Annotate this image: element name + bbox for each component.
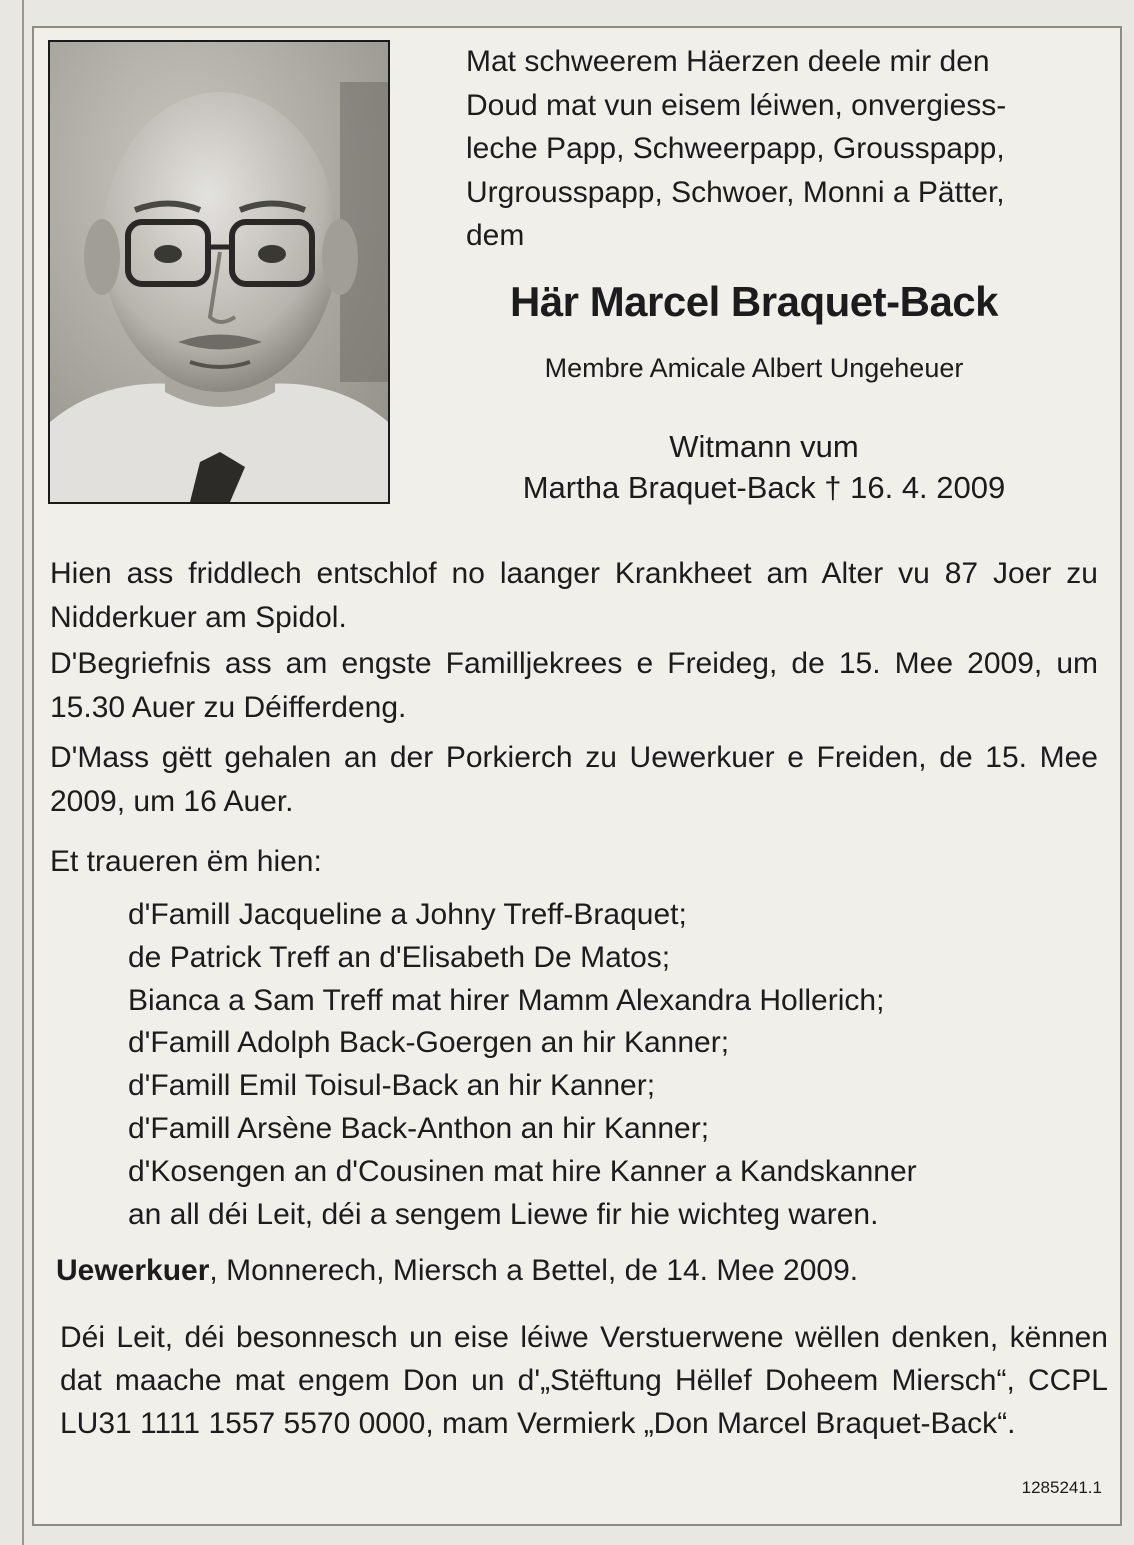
death-notice	[32, 26, 1122, 1526]
list-item: d'Famill Jacqueline a Johny Treff-Braquet;	[128, 898, 687, 931]
column-rule	[22, 0, 24, 1545]
list-item: d'Famill Arsène Back-Anthon an hir Kanner;	[128, 1111, 710, 1145]
intro-line: Mat schweerem Häerzen deele mir den	[466, 45, 990, 78]
list-item: de Patrick Treff an d'Elisabeth De Matos;	[128, 940, 671, 974]
place-date-line	[56, 1254, 858, 1288]
list-item: an all déi Leit, déi a sengem Liewe fir hie wichteg waren.	[128, 1197, 879, 1231]
mourners-list	[128, 894, 1108, 1236]
reference-number: 1285241.1	[1021, 1478, 1102, 1497]
deceased-name: Här Marcel Braquet-Back	[509, 278, 999, 325]
intro-line: dem	[466, 219, 525, 252]
list-item: d'Famill Emil Toisul-Back an hir Kanner;	[128, 1069, 656, 1103]
spouse-line: Martha Braquet-Back † 16. 4. 2009	[522, 470, 1006, 505]
place-rest: , Monnerech, Miersch a Bettel, de 14. Mee 2009.	[209, 1254, 859, 1287]
place-name: Uewerkuer	[56, 1254, 210, 1287]
donation-paragraph: Déi Leit, déi besonnesch un eise léiwe Verstuerwene wëllen denken, kënnen dat maache mat engem Don un d'„Stëftung Hëllef Doheem Miersch“, CCPL LU31 1111 1557 5570 0000, mam Vermierk „Don Marcel Braquet-Back“.	[60, 1321, 1108, 1440]
intro-line: Doud mat vun eisem léiwen, onvergiess-	[466, 88, 1007, 122]
portrait-photo	[48, 40, 390, 504]
list-item: d'Kosengen an d'Cousinen mat hire Kanner a Kandskanner	[128, 1154, 917, 1188]
funeral-paragraph: D'Begriefnis ass am engste Familljekrees e Freideg, de 15. Mee 2009, um 15.30 Auer zu Déifferdeng.	[50, 647, 1098, 724]
list-item: d'Famill Adolph Back-Goergen an hir Kanner;	[128, 1026, 730, 1060]
mourners-heading: Et traueren ëm hien:	[50, 845, 322, 878]
mass-paragraph: D'Mass gëtt gehalen an der Porkierch zu Uewerkuer e Freiden, de 15. Mee 2009, um 16 Auer.	[50, 741, 1098, 818]
widower-line: Witmann vum	[669, 429, 859, 464]
intro-line: Urgrousspapp, Schwoer, Monni a Pätter,	[466, 175, 1005, 209]
widower-block	[414, 426, 1114, 508]
membership-line: Membre Amicale Albert Ungeheuer	[544, 353, 964, 383]
intro-text	[466, 40, 1106, 258]
death-paragraph: Hien ass friddlech entschlof no laanger Krankheet am Alter vu 87 Joer zu Nidderkuer am Spidol.	[50, 557, 1098, 634]
intro-line: leche Papp, Schweerpapp, Grousspapp,	[466, 132, 1005, 165]
list-item: Bianca a Sam Treff mat hirer Mamm Alexandra Hollerich;	[128, 983, 885, 1017]
portrait-illustration	[50, 42, 388, 502]
